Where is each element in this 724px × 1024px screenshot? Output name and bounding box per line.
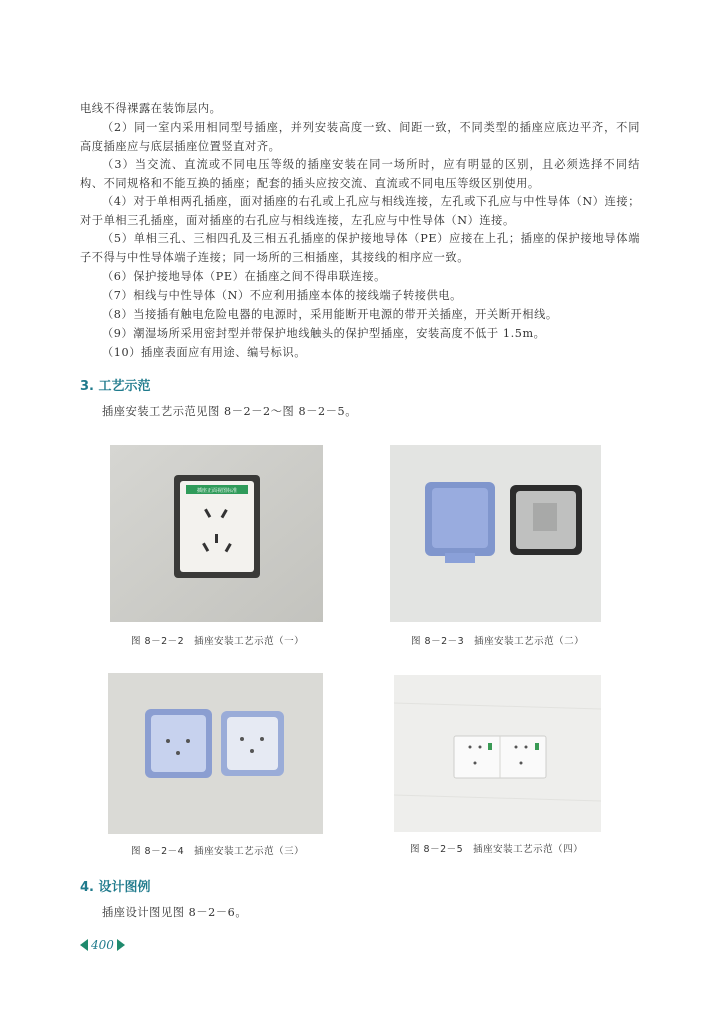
section-4-intro: 插座设计图见图 8－2－6。 (102, 906, 248, 919)
figure-8-2-4-caption: 图 8－2－4 插座安装工艺示范（三） (131, 846, 305, 857)
section-heading-3: 3. 工艺示范 (80, 379, 151, 394)
page-number-text: 400 (91, 938, 114, 952)
page-number (80, 938, 125, 952)
paragraph-item-5: （5）单相三孔、三相四孔及三相五孔插座的保护接地导体（PE）应接在上孔；插座的保护接地导体端子不得与中性导体端子连接；同一场所的三相插座，其接线的相序应一致。 (80, 232, 640, 264)
figure-8-2-2-photo (110, 445, 323, 622)
label-strip-text: 插座正面视图标准 (196, 488, 238, 494)
arrow-right-icon (117, 939, 125, 951)
figure-8-2-3-photo (390, 445, 601, 622)
paragraph-item-8: （8）当接插有触电危险电器的电源时，采用能断开电源的带开关插座，开关断开相线。 (102, 308, 558, 321)
figure-8-2-4-photo (108, 673, 323, 834)
figure-8-2-2-caption: 图 8－2－2 插座安装工艺示范（一） (131, 636, 305, 647)
arrow-left-icon (80, 939, 88, 951)
paragraph-continued: 电线不得裸露在装饰层内。 (80, 102, 222, 115)
paragraph-item-6: （6）保护接地导体（PE）在插座之间不得串联连接。 (102, 270, 386, 283)
figure-8-2-3-caption: 图 8－2－3 插座安装工艺示范（二） (411, 636, 585, 647)
paragraph-item-4: （4）对于单相两孔插座，面对插座的右孔或上孔应与相线连接，左孔或下孔应与中性导体（N）连接；对于单相三孔插座，面对插座的右孔应与相线连接，左孔应与中性导体（N）连接。 (80, 195, 640, 227)
paragraph-item-10: （10）插座表面应有用途、编号标识。 (102, 346, 307, 359)
section-heading-4: 4. 设计图例 (80, 880, 151, 895)
paragraph-item-7: （7）相线与中性导体（N）不应利用插座本体的接线端子转接供电。 (102, 289, 462, 302)
paragraph-item-3: （3）当交流、直流或不同电压等级的插座安装在同一场所时，应有明显的区别，且必须选择不同结构、不同规格和不能互换的插座；配套的插头应按交流、直流或不同电压等级区别使用。 (80, 158, 640, 190)
figure-8-2-5-caption: 图 8－2－5 插座安装工艺示范（四） (410, 844, 584, 855)
paragraph-item-9: （9）潮湿场所采用密封型并带保护地线触头的保护型插座，安装高度不低于 1.5m。 (102, 327, 546, 340)
paragraph-item-2: （2）同一室内采用相同型号插座，并列安装高度一致、间距一致，不同类型的插座应底边平齐，不同高度插座应与底层插座位置竖直对齐。 (80, 121, 640, 153)
section-3-intro: 插座安装工艺示范见图 8－2－2～图 8－2－5。 (102, 405, 358, 418)
figure-8-2-5-photo (394, 675, 601, 832)
